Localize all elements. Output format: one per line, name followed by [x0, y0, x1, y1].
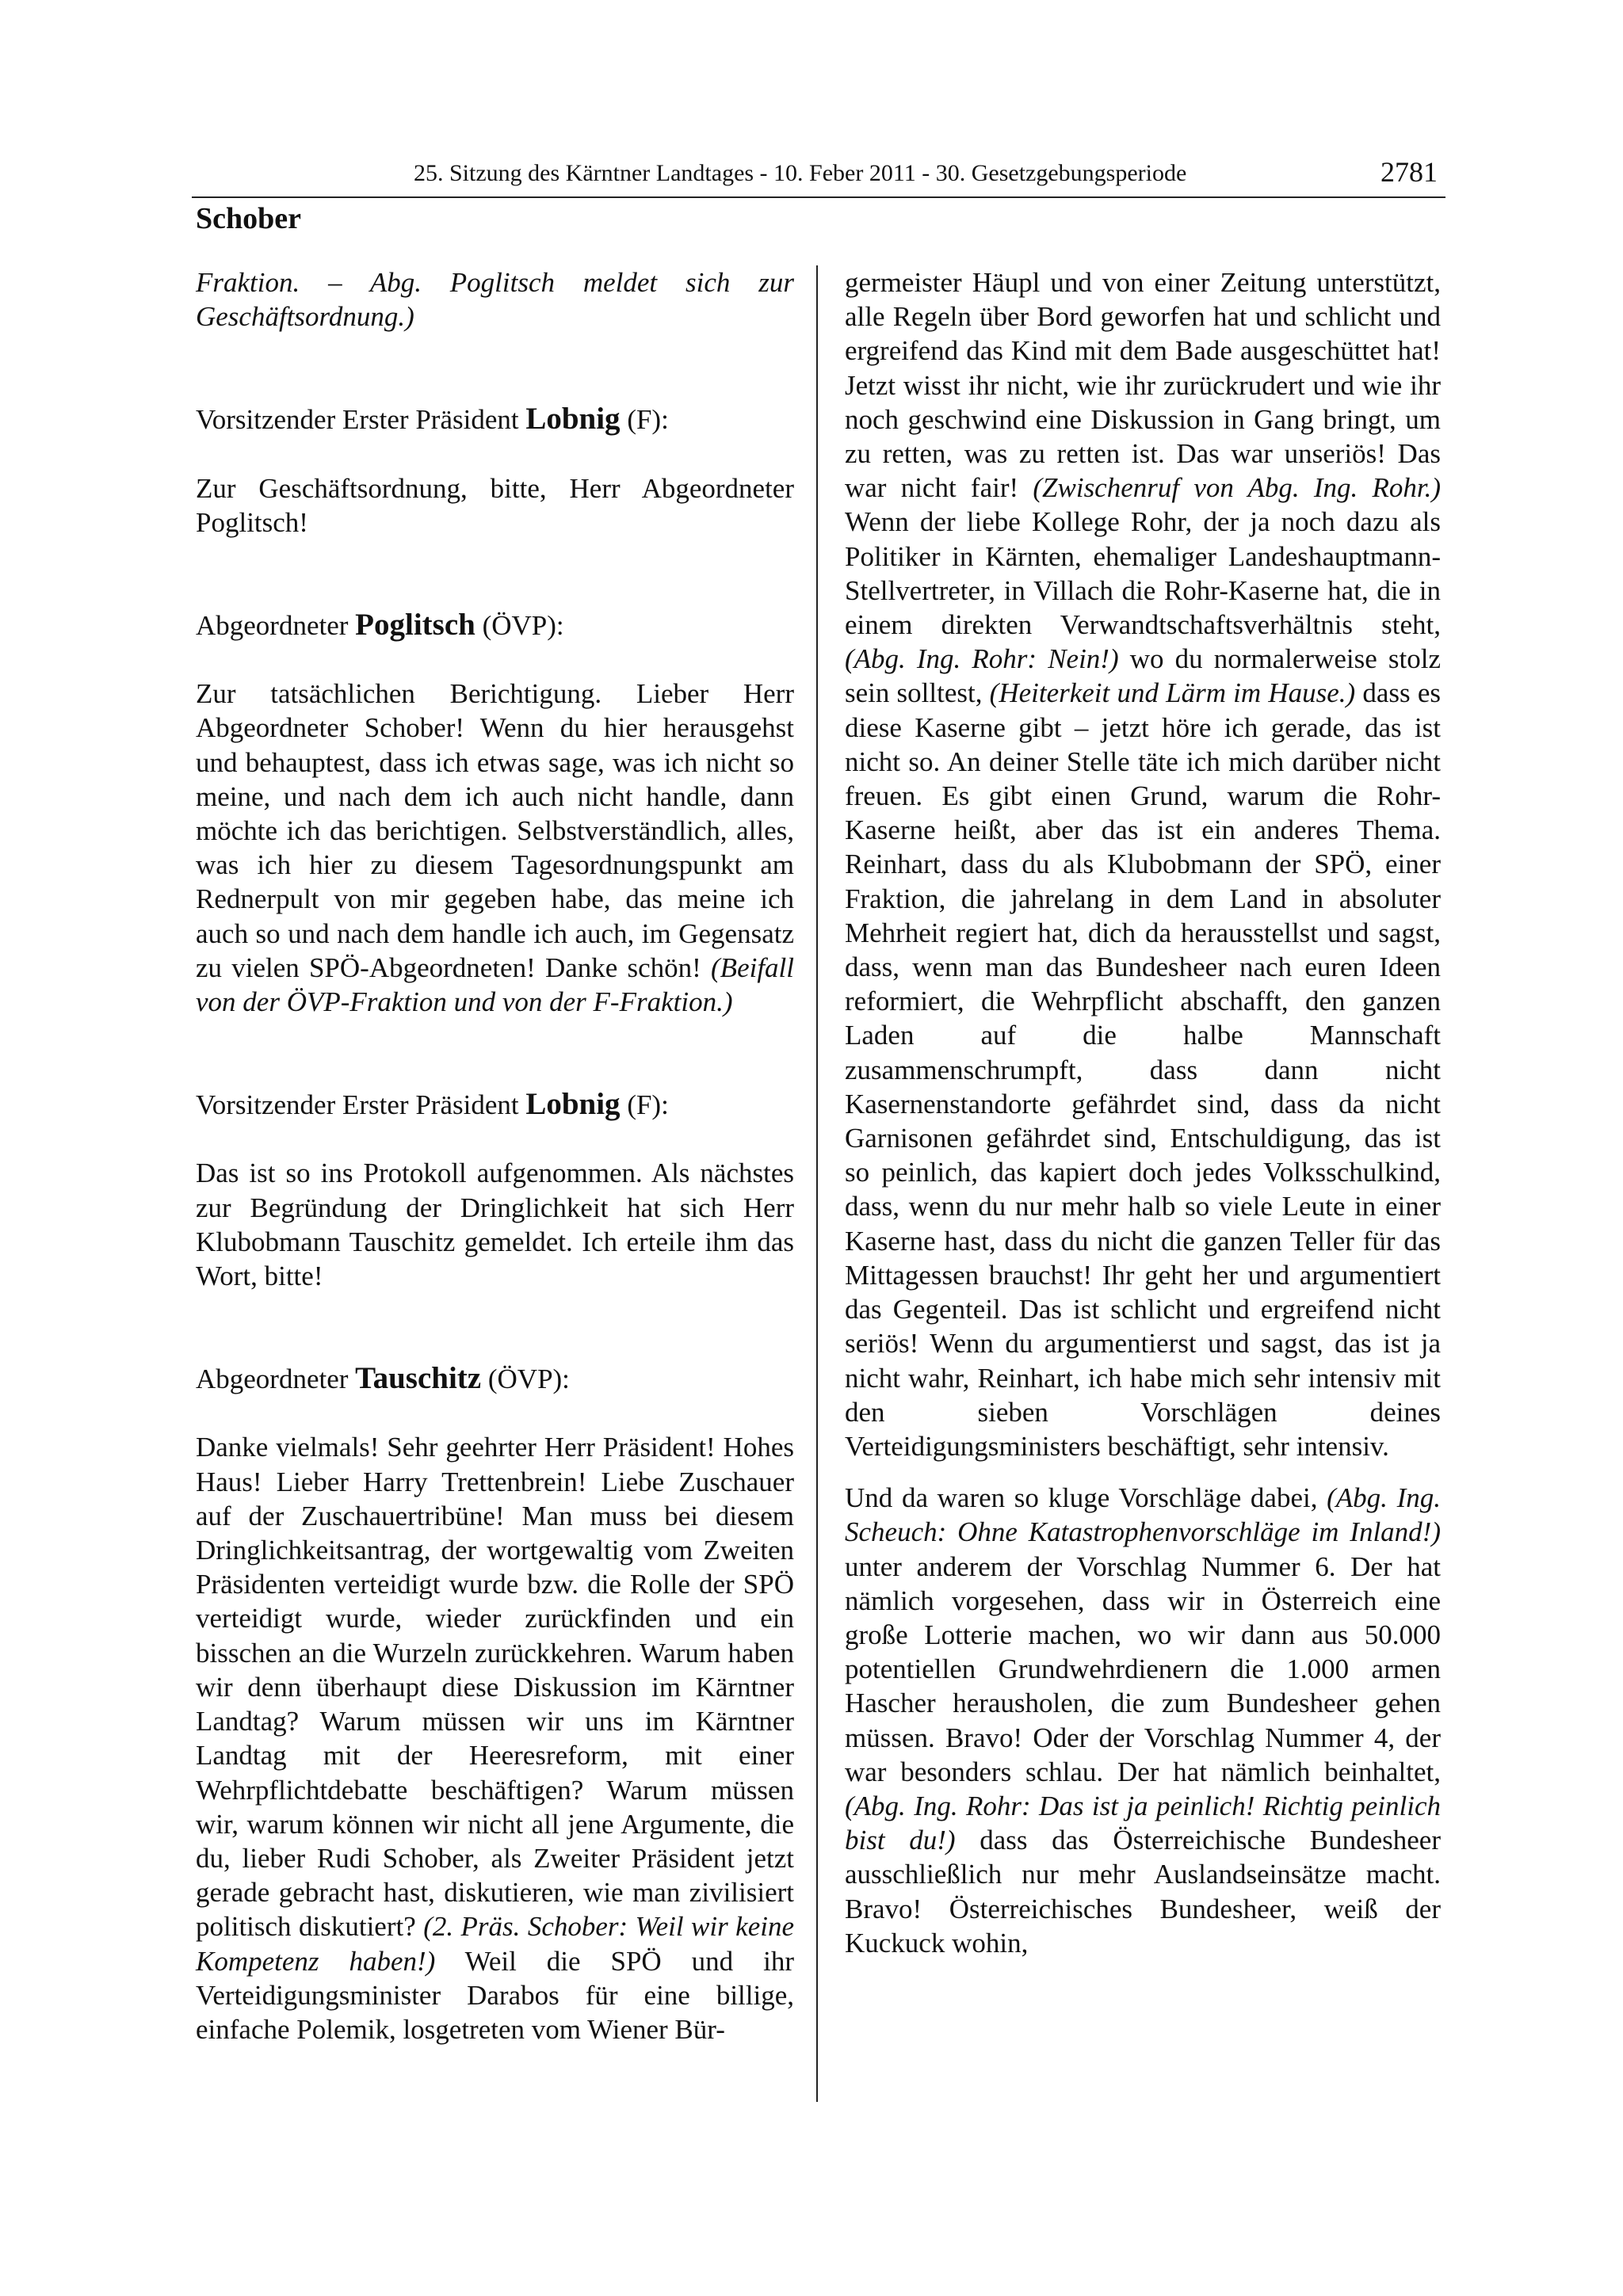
interjection: (Beifall von der ÖVP-Fraktion und von der F-Fraktion.)	[196, 952, 794, 1018]
header-title: 25. Sitzung des Kärntner Landtages - 10. Feber 2011 - 30. Gesetzgebungsperiode	[414, 160, 1187, 186]
speaker-name: Lobnig	[525, 402, 621, 437]
interjection: (Zwischenruf von Abg. Ing. Rohr.)	[1033, 472, 1441, 504]
column-divider	[816, 265, 818, 2102]
interjection: (Abg. Ing. Scheuch: Ohne Katastrophenvorschläge im Inland!)	[845, 1482, 1441, 1548]
paragraph: Zur Geschäftsordnung, bitte, Herr Abgeordneter Poglitsch!	[196, 472, 794, 538]
page-header	[192, 157, 1445, 198]
interjection: (Abg. Ing. Rohr: Das ist ja peinlich! Richtig peinlich bist du!)	[845, 1790, 1441, 1856]
speaker-line: Vorsitzender Erster Präsident Lobnig (F):	[196, 1087, 669, 1122]
paragraph: Und da waren so kluge Vorschläge dabei, (Abg. Ing. Scheuch: Ohne Katastrophenvorschläge im Inland!) unter anderem der Vorschlag Nummer 6. Der hat nämlich vorgesehen, dass wir in Österreich eine große Lotterie machen, wo wir dann aus 50.000 potentiellen Grundwehrdienern die 1.000 armen Hascher herausholen, die zum Bundesheer gehen müssen. Bravo! Oder der Vorschlag Nummer 4, der war besonders schlau. Der hat nämlich beinhaltet, (Abg. Ing. Rohr: Das ist ja peinlich! Richtig peinlich bist du!) dass das Österreichische Bundesheer ausschließlich nur mehr Auslandseinsätze macht. Bravo! Österreichisches Bundesheer, weiß der Kuckuck wohin,	[845, 1482, 1441, 1958]
running-speaker: Schober	[196, 202, 301, 235]
paragraph	[196, 265, 794, 334]
interjection: Fraktion. – Abg. Poglitsch meldet sich zur Geschäftsordnung.)	[196, 267, 794, 333]
page-number: 2781	[1381, 156, 1438, 188]
speaker-line: Abgeordneter Poglitsch (ÖVP):	[196, 608, 564, 643]
speaker-line: Abgeordneter Tauschitz (ÖVP):	[196, 1361, 570, 1396]
left-column	[196, 265, 794, 2046]
paragraph: Zur tatsächlichen Berichtigung. Lieber Herr Abgeordneter Schober! Wenn du hier herausgehst und behauptest, dass ich etwas sage, was ich nicht so meine, und nach dem ich auch nicht handle, dann möchte ich das berichtigen. Selbstverständlich, alles, was ich hier zu diesem Tagesordnungspunkt am Rednerpult von mir gegeben habe, das meine ich auch so und nach dem handle ich auch, im Gegensatz zu vielen SPÖ-Abgeordneten! Danke schön! (Beifall von der ÖVP-Fraktion und von der F-Fraktion.)	[196, 678, 794, 1018]
interjection: (2. Präs. Schober: Weil wir keine Kompetenz haben!)	[196, 1911, 794, 1977]
paragraph: Das ist so ins Protokoll aufgenommen. Als nächstes zur Begründung der Dringlichkeit hat sich Herr Klubobmann Tauschitz gemeldet. Ich erteile ihm das Wort, bitte!	[196, 1158, 794, 1292]
paragraph: germeister Häupl und von einer Zeitung unterstützt, alle Regeln über Bord geworfen hat und schlicht und ergreifend das Kind mit dem Bade ausgeschüttet hat! Jetzt wisst ihr nicht, wie ihr zurückrudert und wie ihr noch geschwind eine Diskussion in Gang bringt, um zu retten, was zu retten ist. Das war unseriös! Das war nicht fair! (Zwischenruf von Abg. Ing. Rohr.) Wenn der liebe Kollege Rohr, der ja noch dazu als Politiker in Kärnten, ehemaliger Landeshauptmann-Stellvertreter, in Villach die Rohr-Kaserne hat, die in einem direkten Verwandtschaftsverhältnis steht, (Abg. Ing. Rohr: Nein!) wo du normalerweise stolz sein solltest, (Heiterkeit und Lärm im Hause.) dass es diese Kaserne gibt – jetzt höre ich gerade, das ist nicht so. An deiner Stelle täte ich mich darüber nicht freuen. Es gibt einen Grund, warum die Rohr-Kaserne heißt, aber das ist ein anderes Thema. Reinhart, dass du als Klubobmann der SPÖ, einer Fraktion, die jahrelang in dem Land in absoluter Mehrheit regiert hat, dich da herausstellst und sagst, dass, wenn man das Bundesheer nach euren Ideen reformiert, die Wehrpflicht abschafft, den ganzen Laden auf die halbe Mannschaft zusammenschrumpft, dass dann nicht Kasernenstandorte gefährdet sind, dass da nicht Garnisonen gefährdet sind, Entschuldigung, das ist so peinlich, das kapiert doch jedes Volksschulkind, dass, wenn du nur mehr halb so viele Leute in einer Kaserne hast, dass du nicht die ganzen Teller für das Mittagessen brauchst! Ihr geht her und argumentiert das Gegenteil. Das ist schlicht und ergreifend nicht seriös! Wenn du argumentierst und sagst, das ist ja nicht wahr, Reinhart, ich habe mich sehr intensiv mit den sieben Vorschlägen deines Verteidigungsministers beschäftigt, sehr intensiv.	[845, 267, 1441, 1462]
paragraph: Danke vielmals! Sehr geehrter Herr Präsident! Hohes Haus! Lieber Harry Trettenbrein! Liebe Zuschauer auf der Zuschauertribüne! Man muss bei diesem Dringlichkeitsantrag, der wortgewaltig vom Zweiten Präsidenten verteidigt wurde bzw. die Rolle der SPÖ verteidigt wurde, wieder zurückfinden und ein bisschen an die Wurzeln zurückkehren. Warum haben wir denn überhaupt diese Diskussion im Kärntner Landtag? Warum müssen wir uns im Kärntner Landtag mit der Heeresreform, mit einer Wehrpflichtdebatte beschäftigen? Warum müssen wir, warum können wir nicht all jene Argumente, die du, lieber Rudi Schober, als Zweiter Präsident jetzt gerade gebracht hast, diskutieren, wie man zivilisiert politisch diskutiert? (2. Präs. Schober: Weil wir keine Kompetenz haben!) Weil die SPÖ und ihr Verteidigungsminister Darabos für eine billige, einfache Polemik, losgetreten vom Wiener Bür-	[196, 1432, 794, 2045]
speaker-name: Poglitsch	[355, 608, 475, 643]
interjection: (Abg. Ing. Rohr: Nein!)	[845, 643, 1119, 675]
speaker-line: Vorsitzender Erster Präsident Lobnig (F):	[196, 402, 669, 437]
speaker-name: Lobnig	[525, 1087, 621, 1122]
interjection: (Heiterkeit und Lärm im Hause.)	[989, 677, 1356, 709]
right-column	[845, 265, 1441, 1960]
speaker-name: Tauschitz	[355, 1361, 482, 1396]
